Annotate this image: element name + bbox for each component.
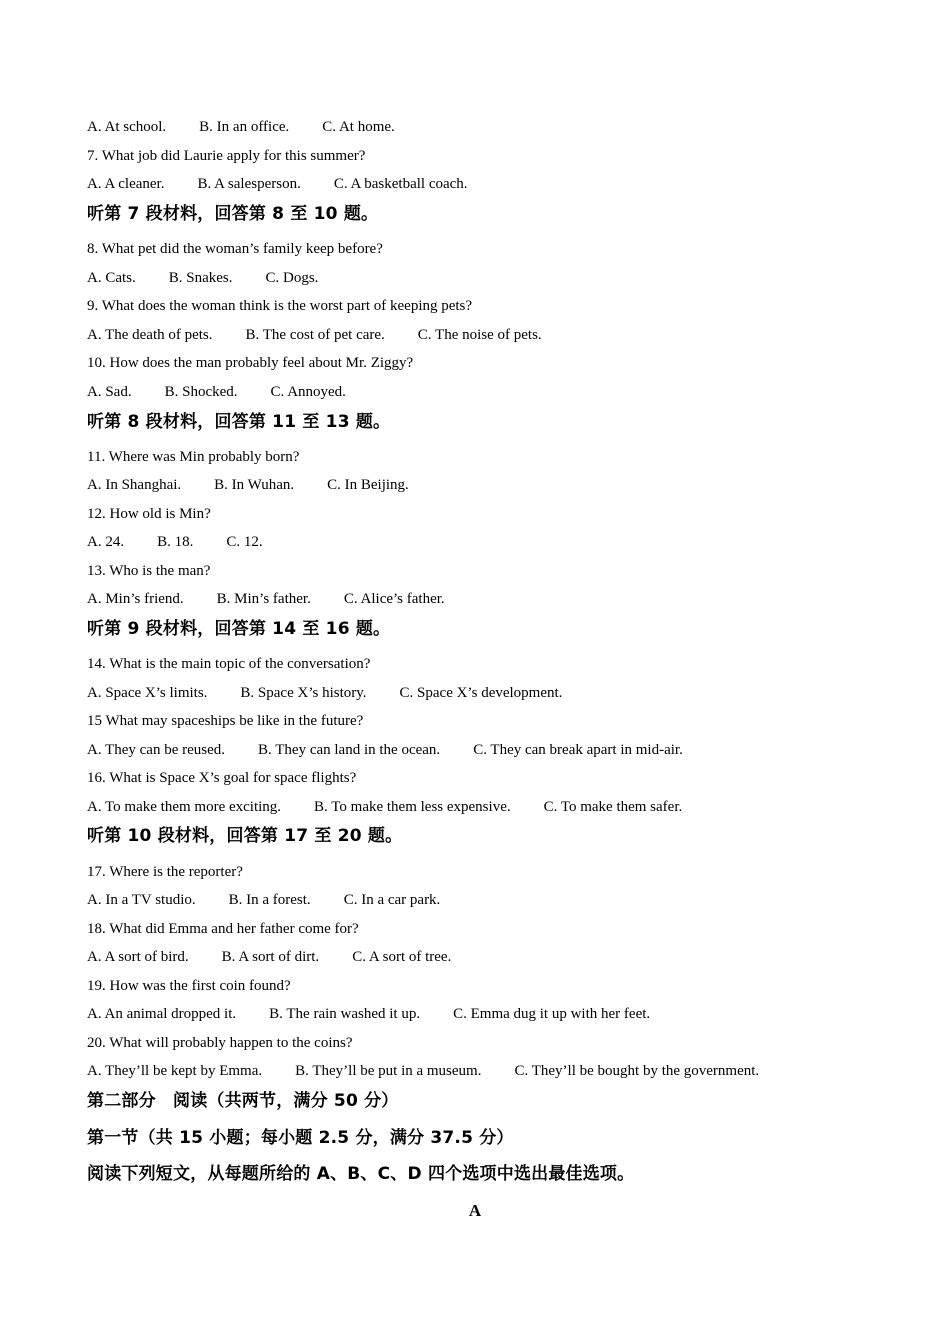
- answer-options: [87, 797, 682, 817]
- section-heading: 听第 9 段材料，回答第 14 至 16 题。: [87, 619, 391, 639]
- answer-option: C. Annoyed.: [270, 384, 346, 400]
- answer-option: A. Cats.: [87, 270, 136, 286]
- answer-option: B. They’ll be put in a museum.: [295, 1063, 482, 1079]
- answer-option: A. In Shanghai.: [87, 477, 182, 493]
- answer-option: C. In Beijing.: [327, 477, 409, 493]
- section-heading: 听第 7 段材料，回答第 8 至 10 题。: [87, 204, 379, 224]
- answer-option: A. At school.: [87, 119, 167, 135]
- question-text: 15 What may spaceships be like in the future?: [87, 713, 364, 729]
- answer-options: [87, 325, 542, 345]
- answer-option: C. To make them safer.: [543, 799, 683, 815]
- answer-option: B. A sort of dirt.: [221, 949, 320, 965]
- answer-option: B. Snakes.: [168, 270, 233, 286]
- answer-options: [87, 890, 440, 910]
- passage-title: A: [468, 1201, 482, 1220]
- question-text: 7. What job did Laurie apply for this summer?: [87, 148, 366, 164]
- question-text: 18. What did Emma and her father come for?: [87, 921, 359, 937]
- answer-option: B. In Wuhan.: [214, 477, 295, 493]
- answer-option: B. The rain washed it up.: [269, 1006, 421, 1022]
- answer-option: C. At home.: [322, 119, 395, 135]
- answer-options: [87, 174, 468, 194]
- answer-options: [87, 1004, 650, 1024]
- question-text: 19. How was the first coin found?: [87, 978, 291, 994]
- answer-option: A. They can be reused.: [87, 742, 226, 758]
- answer-options: [87, 475, 409, 495]
- answer-option: C. Emma dug it up with her feet.: [453, 1006, 651, 1022]
- answer-option: A. Sad.: [87, 384, 132, 400]
- answer-option: C. A basketball coach.: [333, 176, 468, 192]
- section-heading: 阅读下列短文，从每题所给的 A、B、C、D 四个选项中选出最佳选项。: [87, 1164, 635, 1184]
- answer-option: B. Shocked.: [164, 384, 238, 400]
- question-text: 13. Who is the man?: [87, 563, 211, 579]
- answer-option: B. Space X’s history.: [240, 685, 367, 701]
- answer-option: C. They’ll be bought by the government.: [514, 1063, 760, 1079]
- section-heading: 听第 8 段材料，回答第 11 至 13 题。: [87, 412, 391, 432]
- answer-option: A. An animal dropped it.: [87, 1006, 237, 1022]
- question-text: 9. What does the woman think is the worst part of keeping pets?: [87, 298, 473, 314]
- answer-option: B. They can land in the ocean.: [258, 742, 441, 758]
- answer-option: C. In a car park.: [343, 892, 441, 908]
- answer-option: B. The cost of pet care.: [245, 327, 385, 343]
- answer-option: A. Space X’s limits.: [87, 685, 208, 701]
- answer-option: A. A sort of bird.: [87, 949, 189, 965]
- answer-option: A. In a TV studio.: [87, 892, 196, 908]
- answer-option: C. The noise of pets.: [417, 327, 542, 343]
- question-text: 11. Where was Min probably born?: [87, 449, 300, 465]
- answer-option: B. In an office.: [199, 119, 290, 135]
- answer-option: B. In a forest.: [228, 892, 311, 908]
- question-text: 10. How does the man probably feel about Mr. Ziggy?: [87, 355, 414, 371]
- question-text: 16. What is Space X’s goal for space flights?: [87, 770, 357, 786]
- answer-option: A. 24.: [87, 534, 125, 550]
- question-text: 20. What will probably happen to the coins?: [87, 1035, 353, 1051]
- answer-option: B. 18.: [157, 534, 194, 550]
- answer-option: C. Space X’s development.: [399, 685, 563, 701]
- answer-option: B. A salesperson.: [197, 176, 301, 192]
- question-text: 8. What pet did the woman’s family keep before?: [87, 241, 383, 257]
- answer-option: A. They’ll be kept by Emma.: [87, 1063, 263, 1079]
- answer-options: [87, 1061, 759, 1081]
- answer-option: C. A sort of tree.: [352, 949, 452, 965]
- answer-option: A. The death of pets.: [87, 327, 213, 343]
- question-text: 14. What is the main topic of the conversation?: [87, 656, 371, 672]
- answer-options: [87, 268, 318, 288]
- answer-option: A. Min’s friend.: [87, 591, 184, 607]
- section-heading: 听第 10 段材料，回答第 17 至 20 题。: [87, 826, 403, 846]
- answer-options: [87, 532, 263, 552]
- section-heading: 第二部分 阅读（共两节，满分 50 分）: [87, 1091, 399, 1111]
- question-text: 12. How old is Min?: [87, 506, 211, 522]
- answer-option: C. Alice’s father.: [343, 591, 445, 607]
- section-heading: 第一节（共 15 小题；每小题 2.5 分，满分 37.5 分）: [87, 1128, 514, 1148]
- answer-option: B. To make them less expensive.: [314, 799, 511, 815]
- answer-options: [87, 382, 346, 402]
- answer-options: [87, 740, 683, 760]
- answer-options: [87, 947, 451, 967]
- question-text: 17. Where is the reporter?: [87, 864, 243, 880]
- answer-option: B. Min’s father.: [216, 591, 311, 607]
- answer-option: A. To make them more exciting.: [87, 799, 282, 815]
- answer-options: [87, 683, 562, 703]
- answer-options: [87, 117, 395, 137]
- answer-options: [87, 589, 445, 609]
- answer-option: C. 12.: [226, 534, 263, 550]
- answer-option: C. They can break apart in mid-air.: [473, 742, 683, 758]
- answer-option: C. Dogs.: [265, 270, 319, 286]
- answer-option: A. A cleaner.: [87, 176, 165, 192]
